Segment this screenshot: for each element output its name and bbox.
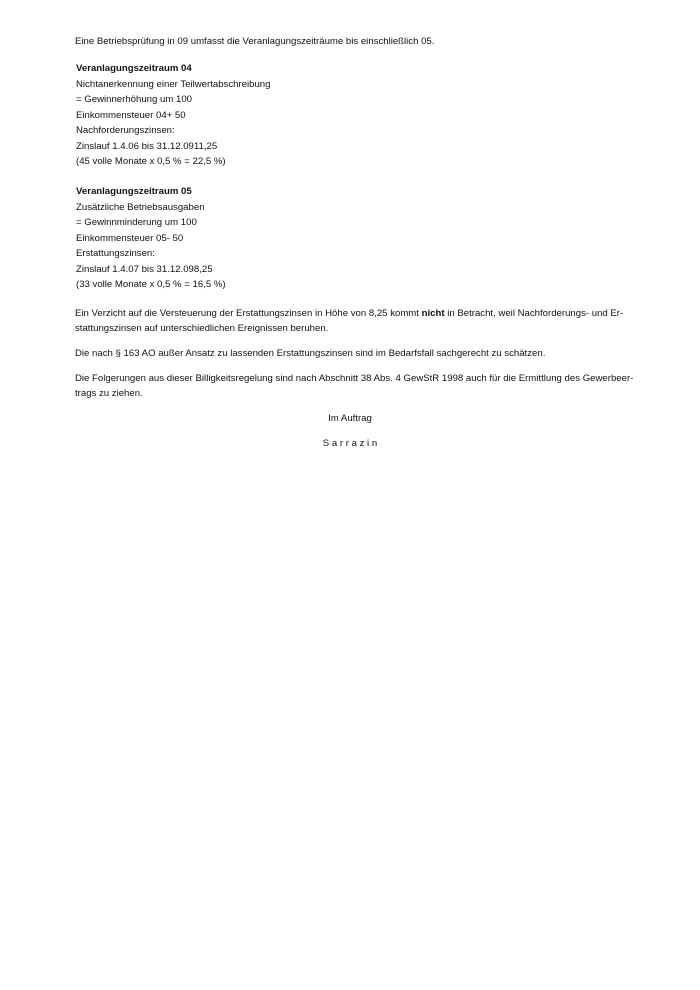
section-04-line: (45 volle Monate x 0,5 % = 22,5 %): [76, 156, 226, 167]
section-04-line: Zinslauf 1.4.06 bis 31.12.0911,25: [76, 141, 218, 152]
verzicht-text-before: Ein Verzicht auf die Versteuerung der Erstattungszinsen in Höhe von 8,25 kommt: [75, 308, 422, 319]
section-05-line: (33 volle Monate x 0,5 % = 16,5 %): [76, 279, 226, 290]
section-04-line: Nichtanerkennung einer Teilwertabschreibung: [76, 79, 271, 90]
section-04-line: Einkommensteuer 04+ 50: [76, 110, 186, 121]
section-04-line: = Gewinnerhöhung um 100: [76, 94, 193, 105]
section-05-line: Zusätzliche Betriebsausgaben: [76, 202, 205, 213]
section-05-line: Erstattungszinsen:: [76, 248, 155, 259]
section-05-line: = Gewinnminderung um 100: [76, 217, 197, 228]
section-04-line: Nachforderungszinsen:: [76, 125, 175, 136]
intro-text: Eine Betriebsprüfung in 09 umfasst die Veranlagungszeiträume bis einschließlich 05.: [75, 36, 435, 47]
section-05-line: Einkommensteuer 05- 50: [76, 233, 184, 244]
verzicht-text-after: in Betracht, weil Nachforderungs- und Er-: [444, 308, 624, 319]
folgerungen-paragraph-line1: Die Folgerungen aus dieser Billigkeitsregelung sind nach Abschnitt 38 Abs. 4 GewStR 1998 auch für die Ermittlung des Gewerbeer-: [75, 373, 634, 384]
section-04-heading: Veranlagungszeitraum 04: [76, 63, 192, 74]
verzicht-paragraph-line2: stattungszinsen auf unterschiedlichen Ereignissen beruhen.: [75, 323, 329, 334]
verzicht-emphasis: nicht: [421, 308, 445, 319]
folgerungen-paragraph-line2: trags zu ziehen.: [75, 388, 143, 399]
paragraph-163: Die nach § 163 AO außer Ansatz zu lassenden Erstattungszinsen sind im Bedarfsfall sachgerecht zu schätzen.: [75, 348, 546, 359]
section-05-heading: Veranlagungszeitraum 05: [76, 186, 192, 197]
verzicht-paragraph-line1: [75, 306, 623, 322]
section-05-line: Zinslauf 1.4.07 bis 31.12.098,25: [76, 264, 213, 275]
closing-text: Im Auftrag: [328, 413, 372, 424]
signature-name: S a r r a z i n: [322, 438, 378, 449]
